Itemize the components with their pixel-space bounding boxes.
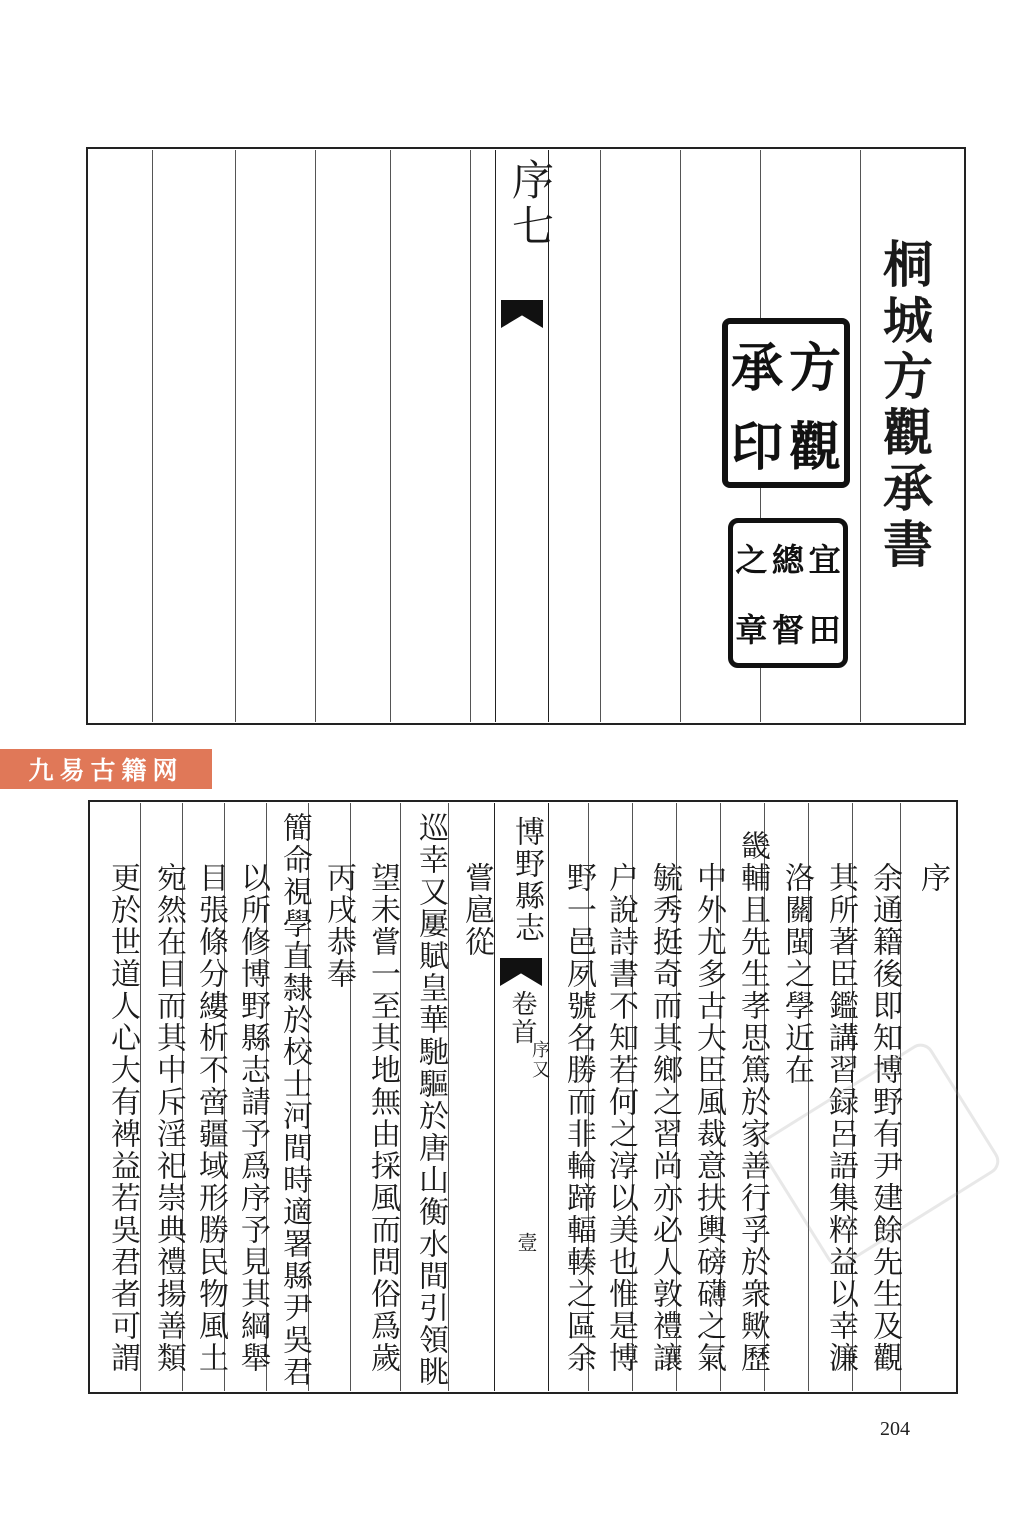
seal-char: 督 (772, 611, 805, 649)
text-column: 畿輔且先生孝思篤於家善行孚於衆歟歷 (735, 830, 770, 1374)
text-column: 巡幸又屢賦皇華馳驅於唐山衡水間引領眺 (413, 812, 448, 1388)
large-seal (722, 318, 850, 488)
page-number: 204 (880, 1418, 910, 1440)
section-label: 序又 (529, 1040, 550, 1080)
seal-char: 總 (772, 541, 805, 579)
upper-rule (600, 150, 601, 722)
upper-rule (860, 150, 861, 722)
text-column: 余通籍後即知博野有尹建餘先生及觀 (867, 862, 902, 1374)
site-watermark-banner: 九易古籍网 (0, 749, 212, 789)
text-column: 嘗扈從 (459, 862, 494, 958)
seal-char: 承 (730, 338, 783, 399)
text-column: 其所著臣鑑講習録呂語集粹益以幸濂 (823, 862, 858, 1374)
volume-label: 卷首 (507, 990, 537, 1046)
small-seal (728, 518, 848, 668)
seal-char: 宜 (808, 541, 841, 579)
upper-rule (235, 150, 236, 722)
text-column: 洛關閩之學近在 (779, 862, 814, 1086)
upper-rule (315, 150, 316, 722)
seal-char: 田 (808, 611, 841, 649)
seal-char: 章 (735, 611, 768, 649)
book-title: 博野縣志 (509, 816, 544, 944)
text-column: 更於世道人心大有裨益若吳君者可謂 (105, 862, 140, 1374)
upper-rule (470, 150, 471, 722)
text-column: 户說詩書不知若何之淳以美也惟是博 (603, 862, 638, 1374)
upper-rule (680, 150, 681, 722)
text-column: 簡命視學直隸於校士河間時適署縣尹吳君 (277, 812, 312, 1388)
text-column: 目張條分縷析不啻疆域形勝民物風土 (193, 862, 228, 1374)
calligraphy-title: 桐城方觀承書 (875, 238, 934, 574)
text-column: 宛然在目而其中斥淫祀崇典禮揚善類 (151, 862, 186, 1374)
upper-rule (390, 150, 391, 722)
text-column: 丙戌恭奉 (321, 862, 356, 990)
lower-center-rule (548, 803, 549, 1391)
text-column: 望未嘗一至其地無由採風而問俗爲歲 (365, 862, 400, 1374)
upper-rule (152, 150, 153, 722)
upper-center-rule (495, 150, 496, 722)
seal-char: 觀 (788, 417, 841, 478)
center-label: 序七 (506, 158, 555, 250)
text-column: 野一邑夙號名勝而非輪蹄輻輳之區余 (561, 862, 596, 1374)
text-column: 以所修博野縣志請予爲序予見其綱舉 (235, 862, 270, 1374)
seal-char: 印 (730, 417, 783, 478)
seal-char: 方 (788, 338, 841, 399)
text-column: 中外尤多古大臣風裁意扶輿磅礴之氣 (691, 862, 726, 1374)
text-column: 毓秀挺奇而其鄉之習尚亦必人敦禮讓 (647, 862, 682, 1374)
seal-char: 之 (735, 541, 768, 579)
leaf-number: 壹 (514, 1232, 538, 1254)
text-column: 序 (915, 862, 950, 894)
